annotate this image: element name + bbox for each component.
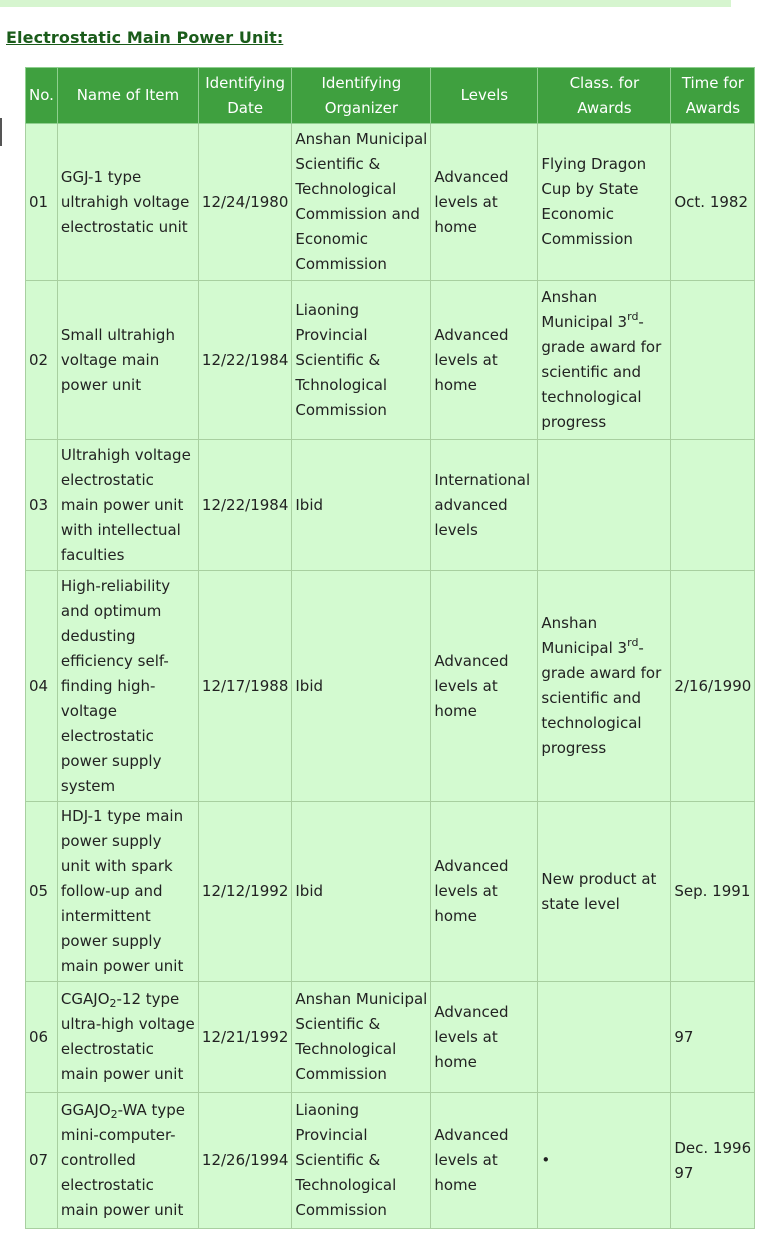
row-award-class bbox=[538, 440, 671, 571]
award-class-text: -grade award for scientific and technological progress bbox=[541, 313, 662, 431]
row-no: 03 bbox=[26, 440, 58, 571]
row-award-class bbox=[538, 281, 671, 440]
row-award-class: New product at state level bbox=[538, 802, 671, 982]
row-no: 07 bbox=[26, 1093, 58, 1229]
ordinal-suffix: rd bbox=[627, 310, 639, 323]
scroll-edge-marker bbox=[0, 118, 2, 146]
row-level: Advanced levels at home bbox=[431, 571, 538, 802]
table-row bbox=[26, 982, 755, 1093]
award-time-line: Dec. 1996 bbox=[674, 1138, 752, 1157]
row-award-time: Oct. 1982 bbox=[671, 124, 755, 281]
table-header-row bbox=[26, 68, 755, 124]
row-organizer: Ibid bbox=[292, 571, 431, 802]
table-row bbox=[26, 1093, 755, 1229]
subscript: 2 bbox=[109, 997, 117, 1010]
row-award-time: 2/16/1990 bbox=[671, 571, 755, 802]
row-no: 06 bbox=[26, 982, 58, 1093]
row-organizer: Ibid bbox=[292, 802, 431, 982]
row-organizer: Ibid bbox=[292, 440, 431, 571]
item-name-text: -WA type mini-computer-controlled electrostatic main power unit bbox=[60, 1101, 186, 1219]
item-name-text: -12 type ultra-high voltage electrostatic main power unit bbox=[60, 990, 195, 1083]
row-no: 05 bbox=[26, 802, 58, 982]
row-level: International advanced levels bbox=[431, 440, 538, 571]
row-no: 01 bbox=[26, 124, 58, 281]
row-name: HDJ-1 type main power supply unit with spark follow-up and intermittent power supply main power unit bbox=[57, 802, 198, 982]
award-class-text: -grade award for scientific and technological progress bbox=[541, 639, 662, 757]
row-date: 12/26/1994 bbox=[198, 1093, 291, 1229]
row-date: 12/24/1980 bbox=[198, 124, 291, 281]
row-name: High-reliability and optimum dedusting efficiency self-finding high-voltage electrostatic power supply system bbox=[57, 571, 198, 802]
row-name: Small ultrahigh voltage main power unit bbox=[57, 281, 198, 440]
row-award-class bbox=[538, 571, 671, 802]
table-row bbox=[26, 281, 755, 440]
row-award-time: Sep. 1991 bbox=[671, 802, 755, 982]
awards-table bbox=[25, 67, 755, 1229]
row-organizer: Anshan Municipal Scientific & Technological Commission and Economic Commission bbox=[292, 124, 431, 281]
item-name-text: GGAJO bbox=[60, 1101, 111, 1119]
row-level: Advanced levels at home bbox=[431, 281, 538, 440]
row-no: 04 bbox=[26, 571, 58, 802]
row-organizer: Anshan Municipal Scientific & Technological Commission bbox=[292, 982, 431, 1093]
section-heading: Electrostatic Main Power Unit: bbox=[6, 28, 284, 47]
header-name: Name of Item bbox=[57, 68, 198, 124]
row-award-time bbox=[671, 1093, 755, 1229]
row-award-time bbox=[671, 281, 755, 440]
header-no: No. bbox=[26, 68, 58, 124]
row-name: GGJ-1 type ultrahigh voltage electrostatic unit bbox=[57, 124, 198, 281]
row-date: 12/22/1984 bbox=[198, 440, 291, 571]
row-award-class bbox=[538, 982, 671, 1093]
row-level: Advanced levels at home bbox=[431, 802, 538, 982]
row-level: Advanced levels at home bbox=[431, 1093, 538, 1229]
top-band bbox=[0, 0, 731, 7]
row-level: Advanced levels at home bbox=[431, 124, 538, 281]
item-name-text: CGAJO bbox=[60, 990, 110, 1008]
table-row bbox=[26, 802, 755, 982]
subscript: 2 bbox=[110, 1108, 118, 1121]
row-date: 12/17/1988 bbox=[198, 571, 291, 802]
header-award-class: Class. for Awards bbox=[538, 68, 671, 124]
header-award-time: Time for Awards bbox=[671, 68, 755, 124]
header-levels: Levels bbox=[431, 68, 538, 124]
row-organizer: Liaoning Provincial Scientific & Technological Commission bbox=[292, 1093, 431, 1229]
row-no: 02 bbox=[26, 281, 58, 440]
ordinal-suffix: rd bbox=[627, 636, 639, 649]
award-class-text: Anshan Municipal 3 bbox=[541, 614, 628, 657]
row-name bbox=[57, 1093, 198, 1229]
award-class-text: Anshan Municipal 3 bbox=[541, 288, 628, 331]
row-organizer: Liaoning Provincial Scientific & Tchnological Commission bbox=[292, 281, 431, 440]
row-date: 12/22/1984 bbox=[198, 281, 291, 440]
row-level: Advanced levels at home bbox=[431, 982, 538, 1093]
row-award-class: Flying Dragon Cup by State Economic Commission bbox=[538, 124, 671, 281]
header-organizer: Identifying Organizer bbox=[292, 68, 431, 124]
row-date: 12/21/1992 bbox=[198, 982, 291, 1093]
table-row bbox=[26, 440, 755, 571]
row-name: Ultrahigh voltage electrostatic main power unit with intellectual faculties bbox=[57, 440, 198, 571]
row-date: 12/12/1992 bbox=[198, 802, 291, 982]
row-award-class: • bbox=[538, 1093, 671, 1229]
row-name bbox=[57, 982, 198, 1093]
header-date: Identifying Date bbox=[198, 68, 291, 124]
award-time-line: 97 bbox=[674, 1163, 694, 1182]
row-award-time bbox=[671, 440, 755, 571]
row-award-time: 97 bbox=[671, 982, 755, 1093]
table-row bbox=[26, 124, 755, 281]
table-row bbox=[26, 571, 755, 802]
